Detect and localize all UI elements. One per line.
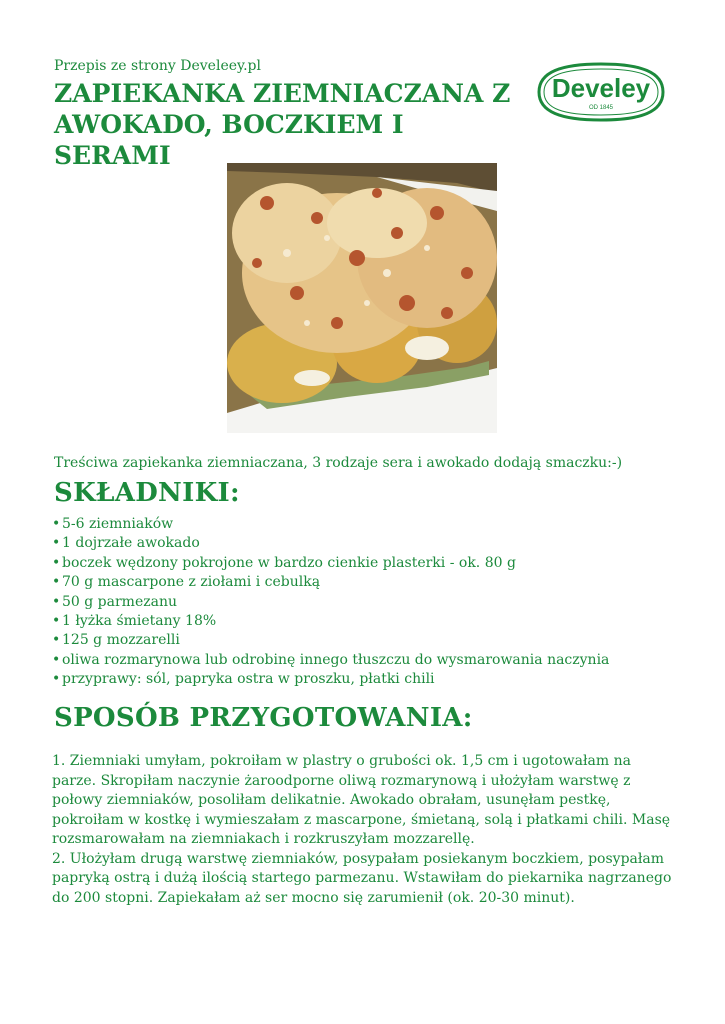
method-steps [52,752,677,908]
ingredient-item [52,515,609,534]
ingredient-item [52,612,609,631]
method-step: 2. Ułożyłam drugą warstwę ziemniaków, posypałam posiekanym boczkiem, posypałam papryką ostrą i dużą ilością startego parmezanu. Wstawiłam do piekarnika nagrzanego do 200 stopni. Zapiekałam aż ser mocno się zarumienił (ok. 20-30 minut). [52,850,672,906]
ingredient-text: oliwa rozmarynowa lub odrobinę innego tłuszczu do wysmarowania naczynia [62,651,610,668]
ingredient-text: 50 g parmezanu [62,593,177,610]
ingredient-text: 5-6 ziemniaków [62,516,174,532]
bullet-icon: • [52,535,61,552]
method-heading: SPOSÓB PRZYGOTOWANIA: [54,703,473,733]
ingredients-list [52,515,609,690]
ingredient-text: przyprawy: sól, papryka ostra w proszku, płatki chili [62,671,435,688]
logo-tagline: OD 1845 [588,105,614,111]
casserole-photo [227,163,497,433]
ingredient-item [52,631,609,650]
ingredient-text: 70 g mascarpone z ziołami i cebulką [62,574,321,591]
ingredient-text: boczek wędzony pokrojone w bardzo cienkie plasterki - ok. 80 g [62,554,516,571]
logo-wordmark: Develey [551,73,651,103]
recipe-intro: Treściwa zapiekanka ziemniaczana, 3 rodzaje sera i awokado dodają smaczku:-) [54,455,623,471]
ingredient-item [52,534,609,553]
ingredient-item [52,573,609,592]
bullet-icon: • [52,516,61,532]
bullet-icon: • [52,554,61,571]
develey-logo [531,60,671,124]
ingredient-item [52,554,609,573]
ingredient-item [52,651,609,670]
method-step: 1. Ziemniaki umyłam, pokroiłam w plastry o grubości ok. 1,5 cm i ugotowałam na parze. Skropiłam naczynie żaroodporne oliwą rozmarynową i ułożyłam warstwę z połowy ziemniaków, posoliłam delikatnie. Awokado obrałam, usunęłam pestkę, pokroiłam w kostkę i wymieszałam z mascarpone, śmietaną, solą i płatkami chili. Masę rozsmarowałam na ziemniakach i rozkruszyłam mozzarellę. [52,753,671,847]
bullet-icon: • [52,593,61,610]
bullet-icon: • [52,613,61,630]
ingredient-item [52,670,609,689]
ingredient-text: 1 dojrzałe awokado [62,535,200,552]
ingredient-text: 125 g mozzarelli [62,632,180,649]
bullet-icon: • [52,632,61,649]
bullet-icon: • [52,651,61,668]
recipe-source: Przepis ze strony Develeey.pl [54,58,261,74]
ingredient-item [52,593,609,612]
ingredients-heading: SKŁADNIKI: [54,478,240,508]
bullet-icon: • [52,574,61,591]
bullet-icon: • [52,671,61,688]
ingredient-text: 1 łyżka śmietany 18% [62,613,217,630]
recipe-title: ZAPIEKANKA ZIEMNIACZANA Z AWOKADO, BOCZKIEM I SERAMI [54,79,511,170]
